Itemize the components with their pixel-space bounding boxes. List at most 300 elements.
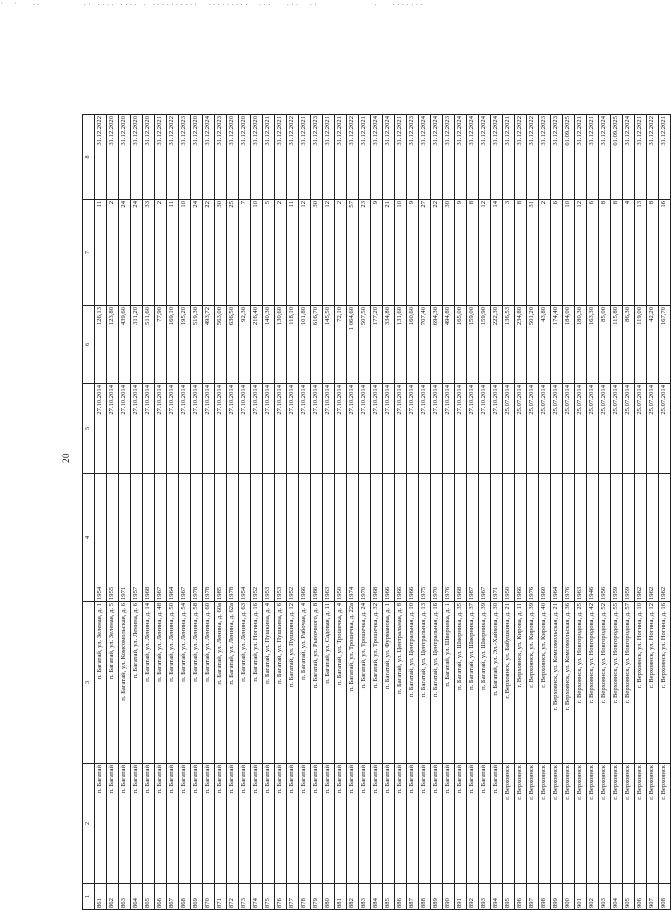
deadline-cell: 31.12.2020 (239, 115, 251, 200)
row-number-cell: 898 (539, 884, 551, 910)
area-cell: 694,30 (431, 306, 443, 384)
table-row (491, 115, 503, 910)
row-number-cell: 900 (563, 884, 575, 910)
count-cell: 22 (203, 200, 215, 306)
address-cell: п. Багатай, ул. Ленина, д. 50 (167, 602, 179, 764)
address-cell: г. Верхоянск, ул. Новгородова, д. 42 (587, 602, 599, 764)
area-cell: 616,70 (311, 306, 323, 384)
deadline-cell: 31.12.2020 (107, 115, 119, 200)
count-cell: 31 (527, 200, 539, 306)
row-number-cell: 905 (623, 884, 635, 910)
address-cell: п. Багатай, ул. Садовая, д. 11 (323, 602, 335, 764)
address-cell: п. Багатай, ул. Ленина, д. 58 (191, 602, 203, 764)
locality-cell: п. Багатай (479, 764, 491, 884)
year-cell: 1971 (491, 474, 503, 602)
area-cell: 216,40 (251, 306, 263, 384)
locality-cell: г. Верхоянск (539, 764, 551, 884)
address-cell: г. Верхоянск, ул. Кирова, д. 40 (539, 602, 551, 764)
year-cell: 1962 (647, 474, 659, 602)
area-cell: 131,60 (395, 306, 407, 384)
date-cell: 27.10.2014 (491, 384, 503, 474)
address-cell: п. Багатай, ул. Трошечка, д. 32 (371, 602, 383, 764)
date-cell: 27.10.2014 (107, 384, 119, 474)
count-cell: 4 (623, 200, 635, 306)
year-cell: 1967 (155, 474, 167, 602)
area-cell: 126,13 (95, 306, 107, 384)
deadline-cell: 31.12.2022 (527, 115, 539, 200)
area-cell: 86,30 (623, 306, 635, 384)
scan-noise-strip: · · .. .. .... .... . .......... ......... ... ... .. . ....... (0, 0, 425, 7)
locality-cell: п. Багатай (395, 764, 407, 884)
count-cell: 10 (563, 200, 575, 306)
count-cell: 30 (443, 200, 455, 306)
date-cell: 27.10.2014 (275, 384, 287, 474)
area-cell: 501,20 (527, 306, 539, 384)
area-cell: 159,00 (467, 306, 479, 384)
locality-cell: п. Багатай (167, 764, 179, 884)
deadline-cell: 31.12.2022 (647, 115, 659, 200)
count-cell: 13 (635, 200, 647, 306)
deadline-cell: 31.12.2022 (347, 115, 359, 200)
count-cell: 12 (299, 200, 311, 306)
row-number-cell: 866 (155, 884, 167, 910)
year-cell: 1978 (203, 474, 215, 602)
area-cell: 519,30 (191, 306, 203, 384)
row-number-cell: 888 (419, 884, 431, 910)
address-cell: п. Багатай, ул. Ленина, д. 14 (143, 602, 155, 764)
count-cell: 8 (467, 200, 479, 306)
deadline-cell: 31.12.2024 (479, 115, 491, 200)
locality-cell: г. Верхоянск (659, 764, 671, 884)
count-cell: 5 (263, 200, 275, 306)
deadline-cell: 31.12.2022 (287, 115, 299, 200)
count-cell: 8 (599, 200, 611, 306)
year-cell: 1966 (395, 474, 407, 602)
date-cell: 27.10.2014 (227, 384, 239, 474)
deadline-cell: 31.12.2023 (311, 115, 323, 200)
housing-register-table (82, 114, 671, 910)
table-row (95, 115, 107, 910)
area-cell: 169,10 (167, 306, 179, 384)
address-cell: п. Багатай, ул. Рабочая, д. 4 (299, 602, 311, 764)
area-cell: 334,80 (383, 306, 395, 384)
date-cell: 27.10.2014 (323, 384, 335, 474)
count-cell: 9 (371, 200, 383, 306)
row-number-cell: 867 (167, 884, 179, 910)
deadline-cell: 31.12.2021 (359, 115, 371, 200)
area-cell: 507,50 (359, 306, 371, 384)
date-cell: 27.10.2014 (179, 384, 191, 474)
locality-cell: г. Верхоянск (635, 764, 647, 884)
year-cell: 1953 (263, 474, 275, 602)
row-number-cell: 879 (311, 884, 323, 910)
address-cell: п. Багатай, ул. Центральная, д. 10 (407, 602, 419, 764)
row-number-cell: 904 (611, 884, 623, 910)
address-cell: г. Верхоянск, ул. Ногина, д. 16 (659, 602, 671, 764)
row-number-cell: 861 (95, 884, 107, 910)
area-cell: 77,90 (155, 306, 167, 384)
deadline-cell: 31.12.2022 (167, 115, 179, 200)
locality-cell: п. Багатай (251, 764, 263, 884)
year-cell: 1955 (107, 474, 119, 602)
table-row (323, 115, 335, 910)
area-cell: 42,20 (647, 306, 659, 384)
area-cell: 43,80 (539, 306, 551, 384)
year-cell: 1964 (551, 474, 563, 602)
count-cell: 21 (383, 200, 395, 306)
address-cell: п. Багатай, ул. Шверника, д. 1 (443, 602, 455, 764)
locality-cell: п. Багатай (359, 764, 371, 884)
area-cell: 136,53 (503, 306, 515, 384)
locality-cell: п. Багатай (383, 764, 395, 884)
address-cell: п. Багатай, ул. Рыночного, д. 8 (311, 602, 323, 764)
table-row (539, 115, 551, 910)
deadline-cell: 31.12.2021 (275, 115, 287, 200)
date-cell: 25.07.2014 (635, 384, 647, 474)
deadline-cell: 31.12.2024 (431, 115, 443, 200)
address-cell: г. Верхоянск, ул. Комсомольская, д. 36 (563, 602, 575, 764)
deadline-cell: 31.12.2020 (227, 115, 239, 200)
date-cell: 25.07.2014 (647, 384, 659, 474)
area-cell: 163,30 (587, 306, 599, 384)
table-row (587, 115, 599, 910)
year-cell: 1967 (479, 474, 491, 602)
table-row (551, 115, 563, 910)
table-row (239, 115, 251, 910)
locality-cell: г. Верхоянск (623, 764, 635, 884)
table-row (455, 115, 467, 910)
date-cell: 27.10.2014 (455, 384, 467, 474)
address-cell: г. Верхоянск, ул. Новгородова, д. 25 (575, 602, 587, 764)
count-cell: 12 (479, 200, 491, 306)
address-cell: п. Багатай, ул. Центральная, д. 13 (419, 602, 431, 764)
year-cell: 1968 (371, 474, 383, 602)
count-cell: 10 (251, 200, 263, 306)
deadline-cell: 31.12.2023 (443, 115, 455, 200)
deadline-cell: 01.09.2025 (611, 115, 623, 200)
row-number-cell: 872 (227, 884, 239, 910)
row-number-cell: 895 (503, 884, 515, 910)
locality-cell: п. Багатай (299, 764, 311, 884)
address-cell: г. Верхоянск, ул. Ногина, д. 10 (635, 602, 647, 764)
count-cell: 24 (131, 200, 143, 306)
row-number-cell: 863 (119, 884, 131, 910)
count-cell: 2 (275, 200, 287, 306)
locality-cell: п. Багатай (323, 764, 335, 884)
locality-cell: п. Багатай (335, 764, 347, 884)
date-cell: 27.10.2014 (443, 384, 455, 474)
area-cell: 493,72 (203, 306, 215, 384)
address-cell: п. Багатай, ул. Ленина, д. 48 (155, 602, 167, 764)
date-cell: 27.10.2014 (191, 384, 203, 474)
locality-cell: г. Верхоянск (527, 764, 539, 884)
address-cell: г. Верхоянск, ул. Новгородова, д. 57 (623, 602, 635, 764)
address-cell: п. Багатай, ул. Трошечка, д. 22а (347, 602, 359, 764)
row-number-cell: 892 (467, 884, 479, 910)
address-cell: г. Верхоянск, ул. Кирова, д. 39 (527, 602, 539, 764)
table-row (131, 115, 143, 910)
year-cell: 1968 (455, 474, 467, 602)
year-cell: 1971 (119, 474, 131, 602)
address-cell: п. Багатай, ул. Ленина, д. 63 (239, 602, 251, 764)
year-cell: 1978 (191, 474, 203, 602)
deadline-cell: 31.12.2020 (191, 115, 203, 200)
table-row (563, 115, 575, 910)
address-cell: п. Багатай, ул. Ленина, д. 62а (227, 602, 239, 764)
date-cell: 27.10.2014 (167, 384, 179, 474)
locality-cell: г. Верхоянск (563, 764, 575, 884)
date-cell: 27.10.2014 (395, 384, 407, 474)
row-number-cell: 902 (587, 884, 599, 910)
table-row (383, 115, 395, 910)
count-cell: 6 (551, 200, 563, 306)
year-cell: 1966 (515, 474, 527, 602)
count-cell: 6 (587, 200, 599, 306)
table-row (467, 115, 479, 910)
count-cell: 10 (395, 200, 407, 306)
date-cell: 25.07.2014 (599, 384, 611, 474)
date-cell: 25.07.2014 (539, 384, 551, 474)
address-cell: п. Багатай, ул. Зеленая, д. 1 (95, 602, 107, 764)
locality-cell: п. Багатай (467, 764, 479, 884)
deadline-cell: 31.12.2021 (299, 115, 311, 200)
date-cell: 25.07.2014 (623, 384, 635, 474)
area-cell: 563,00 (215, 306, 227, 384)
year-cell: 1962 (659, 474, 671, 602)
date-cell: 27.10.2014 (119, 384, 131, 474)
locality-cell: г. Верхоянск (575, 764, 587, 884)
count-cell: 2 (155, 200, 167, 306)
table-row (263, 115, 275, 910)
year-cell: 1966 (383, 474, 395, 602)
row-number-cell: 886 (395, 884, 407, 910)
address-cell: г. Верхоянск, ул. Комсомольская, д. 21 (551, 602, 563, 764)
date-cell: 25.07.2014 (659, 384, 671, 474)
table-row (287, 115, 299, 910)
year-cell: 1963 (323, 474, 335, 602)
address-cell: п. Багатай, ул. Шверника, д. 39 (479, 602, 491, 764)
year-cell: 1968 (143, 474, 155, 602)
table-row (527, 115, 539, 910)
row-number-cell: 897 (527, 884, 539, 910)
deadline-cell: 01.09.2025 (563, 115, 575, 200)
date-cell: 27.10.2014 (383, 384, 395, 474)
table-row (251, 115, 263, 910)
count-cell: 16 (659, 200, 671, 306)
row-number-cell: 893 (479, 884, 491, 910)
area-cell: 167,70 (659, 306, 671, 384)
row-number-cell: 908 (659, 884, 671, 910)
locality-cell: п. Багатай (311, 764, 323, 884)
count-cell: 11 (167, 200, 179, 306)
date-cell: 27.10.2014 (467, 384, 479, 474)
count-cell: 3 (503, 200, 515, 306)
count-cell: 11 (287, 200, 299, 306)
date-cell: 27.10.2014 (299, 384, 311, 474)
date-cell: 27.10.2014 (203, 384, 215, 474)
column-header: 2 (83, 764, 95, 884)
deadline-cell: 31.12.2024 (383, 115, 395, 200)
deadline-cell: 31.12.2021 (323, 115, 335, 200)
address-cell: г. Верхоянск, ул. Новгородова, д. 55 (611, 602, 623, 764)
count-cell: 24 (191, 200, 203, 306)
date-cell: 27.10.2014 (347, 384, 359, 474)
area-cell: 118,10 (287, 306, 299, 384)
date-cell: 25.07.2014 (611, 384, 623, 474)
address-cell: п. Багатай, ул. Трошечка, д. 4 (335, 602, 347, 764)
date-cell: 27.10.2014 (131, 384, 143, 474)
row-number-cell: 869 (191, 884, 203, 910)
locality-cell: п. Багатай (275, 764, 287, 884)
year-cell: 1960 (539, 474, 551, 602)
table-row (119, 115, 131, 910)
date-cell: 27.10.2014 (263, 384, 275, 474)
count-cell: 7 (239, 200, 251, 306)
date-cell: 27.10.2014 (371, 384, 383, 474)
deadline-cell: 31.12.2020 (131, 115, 143, 200)
area-cell: 636,50 (227, 306, 239, 384)
count-cell: 2 (335, 200, 347, 306)
row-number-cell: 865 (143, 884, 155, 910)
count-cell: 33 (143, 200, 155, 306)
deadline-cell: 31.12.2021 (263, 115, 275, 200)
row-number-cell: 890 (443, 884, 455, 910)
area-cell: 311,20 (131, 306, 143, 384)
year-cell: 1959 (611, 474, 623, 602)
address-cell: п. Багатай, ул. Центральная, д. 16 (431, 602, 443, 764)
deadline-cell: 31.12.2022 (515, 115, 527, 200)
date-cell: 27.10.2014 (239, 384, 251, 474)
row-number-cell: 880 (323, 884, 335, 910)
area-cell: 707,40 (419, 306, 431, 384)
date-cell: 27.10.2014 (359, 384, 371, 474)
row-number-cell: 903 (599, 884, 611, 910)
row-number-cell: 878 (299, 884, 311, 910)
year-cell: 1954 (239, 474, 251, 602)
locality-cell: п. Багатай (95, 764, 107, 884)
count-cell: 57 (347, 200, 359, 306)
row-number-cell: 862 (107, 884, 119, 910)
date-cell: 27.10.2014 (215, 384, 227, 474)
count-cell: 22 (431, 200, 443, 306)
count-cell: 14 (491, 200, 503, 306)
table-row (143, 115, 155, 910)
address-cell: п. Багатай, ул. Трошечка, д. 24 (359, 602, 371, 764)
table-row (623, 115, 635, 910)
row-number-cell: 873 (239, 884, 251, 910)
locality-cell: п. Багатай (347, 764, 359, 884)
table-row (215, 115, 227, 910)
deadline-cell: 31.12.2021 (575, 115, 587, 200)
deadline-cell: 31.12.2023 (551, 115, 563, 200)
row-number-cell: 885 (383, 884, 395, 910)
table-row (191, 115, 203, 910)
area-cell: 92,30 (239, 306, 251, 384)
table-row (155, 115, 167, 910)
table-row (359, 115, 371, 910)
table-header-row (83, 115, 95, 910)
address-cell: п. Багатай, ул. Ленина, д. 6 (131, 602, 143, 764)
count-cell: 30 (311, 200, 323, 306)
table-row (275, 115, 287, 910)
area-cell: 494,80 (443, 306, 455, 384)
count-cell: 12 (575, 200, 587, 306)
year-cell: 1985 (215, 474, 227, 602)
table-row (203, 115, 215, 910)
date-cell: 25.07.2014 (575, 384, 587, 474)
table-row (419, 115, 431, 910)
row-number-cell: 868 (179, 884, 191, 910)
table-row (167, 115, 179, 910)
area-cell: 234,80 (515, 306, 527, 384)
count-cell: 10 (179, 200, 191, 306)
deadline-cell: 31.12.2022 (95, 115, 107, 200)
count-cell: 24 (119, 200, 131, 306)
deadline-cell: 31.12.2020 (119, 115, 131, 200)
locality-cell: п. Багатай (131, 764, 143, 884)
area-cell: 165,00 (455, 306, 467, 384)
area-cell: 160,60 (407, 306, 419, 384)
count-cell: 27 (419, 200, 431, 306)
count-cell: 9 (455, 200, 467, 306)
row-number-cell: 871 (215, 884, 227, 910)
table-area (82, 115, 668, 910)
area-cell: 177,20 (371, 306, 383, 384)
row-number-cell: 876 (275, 884, 287, 910)
year-cell: 1976 (443, 474, 455, 602)
area-cell: 439,60 (119, 306, 131, 384)
address-cell: п. Багатай, ул. Комсомольская, д. 6 (119, 602, 131, 764)
row-number-cell: 891 (455, 884, 467, 910)
count-cell: 30 (215, 200, 227, 306)
area-cell: 140,30 (263, 306, 275, 384)
count-cell: 8 (611, 200, 623, 306)
table-row (647, 115, 659, 910)
locality-cell: г. Верхоянск (599, 764, 611, 884)
locality-cell: п. Багатай (263, 764, 275, 884)
address-cell: п. Багатай, ул. Пушкина, д. 6 (275, 602, 287, 764)
locality-cell: п. Багатай (203, 764, 215, 884)
deadline-cell: 31.12.2024 (371, 115, 383, 200)
date-cell: 25.07.2014 (515, 384, 527, 474)
column-header: 7 (83, 200, 95, 306)
deadline-cell: 31.12.2023 (179, 115, 191, 200)
row-number-cell: 875 (263, 884, 275, 910)
date-cell: 27.10.2014 (407, 384, 419, 474)
date-cell: 27.10.2014 (479, 384, 491, 474)
year-cell: 1963 (575, 474, 587, 602)
locality-cell: п. Багатай (191, 764, 203, 884)
locality-cell: п. Багатай (455, 764, 467, 884)
table-row (515, 115, 527, 910)
column-header: 4 (83, 474, 95, 602)
locality-cell: п. Багатай (443, 764, 455, 884)
locality-cell: п. Багатай (287, 764, 299, 884)
table-row (179, 115, 191, 910)
deadline-cell: 31.12.2023 (539, 115, 551, 200)
area-cell: 195,20 (179, 306, 191, 384)
row-number-cell: 864 (131, 884, 143, 910)
date-cell: 27.10.2014 (287, 384, 299, 474)
area-cell: 115,80 (611, 306, 623, 384)
year-cell: 1978 (227, 474, 239, 602)
count-cell: 25 (227, 200, 239, 306)
date-cell: 27.10.2014 (335, 384, 347, 474)
year-cell: 1974 (347, 474, 359, 602)
count-cell: 8 (515, 200, 527, 306)
address-cell: п. Багатай, ул. Шверника, д. 35 (455, 602, 467, 764)
locality-cell: г. Верхоянск (551, 764, 563, 884)
